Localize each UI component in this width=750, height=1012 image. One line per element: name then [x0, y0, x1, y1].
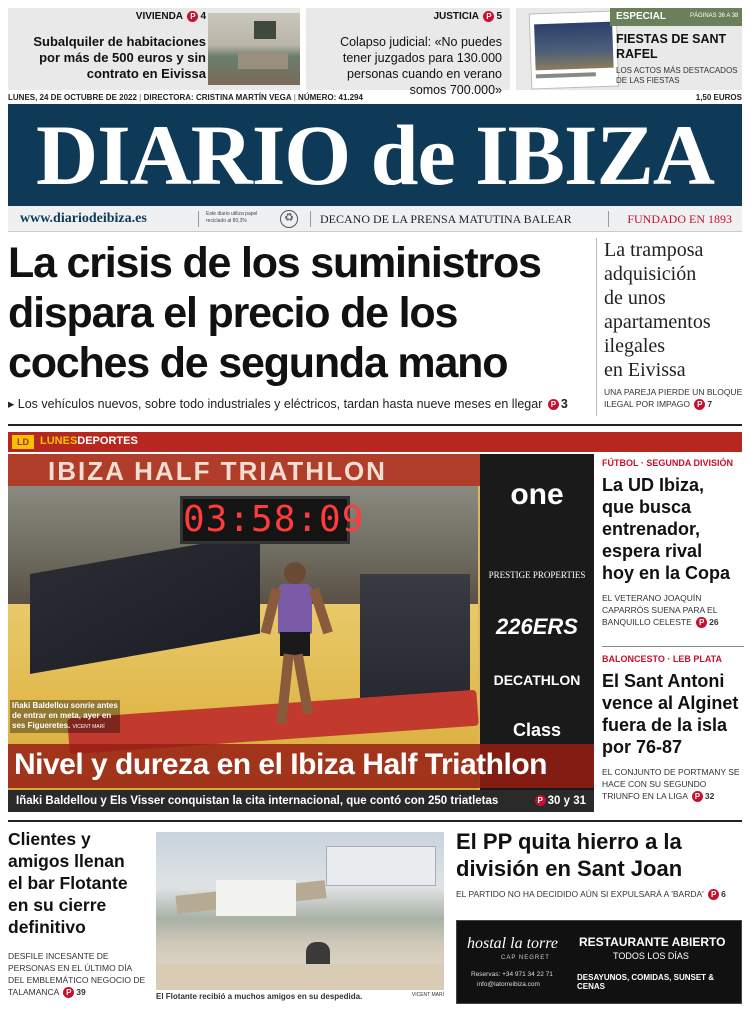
event-banner: IBIZA HALF TRIATHLON [48, 456, 387, 486]
issue-number: NÚMERO: 41.294 [298, 93, 363, 102]
especial-label: ESPECIAL [616, 11, 667, 22]
ld-logo: LD [12, 435, 34, 449]
teaser-text: Colapso judicial: «No puedes tener juzgados para 130.000 personas cuando en verano somos 700.000» [340, 35, 502, 97]
teaser-vivienda[interactable] [8, 8, 300, 90]
price: 1,50 EUROS [695, 93, 742, 102]
teaser-justicia[interactable] [306, 8, 510, 97]
site-url[interactable]: www.diariodeibiza.es [20, 211, 147, 226]
sport-side-sub: EL VETERANO JOAQUÍN CAPARRÓS SUENA PARA EL BANQUILLO CELESTE P 26 [602, 593, 719, 628]
column-divider [596, 238, 597, 416]
sport-side-sub: EL CONJUNTO DE PORTMANY SE HACE CON SU SEGUNDO TRIUNFO EN LA LIGA P 32 [602, 767, 740, 802]
sport-side-story[interactable] [602, 654, 744, 802]
sport-kicker: BALONCESTO · LEB PLATA [602, 654, 722, 664]
triathlon-photo[interactable] [8, 454, 594, 790]
pp-story[interactable] [456, 828, 744, 918]
date: LUNES, 24 DE OCTUBRE DE 2022 [8, 93, 137, 102]
horizontal-rule [8, 820, 742, 822]
pp-sub: EL PARTIDO NO HA DECIDIDO AÚN SI EXPULSARÁ A 'BARDA' P 6 [456, 889, 726, 900]
especial-thumbnail [529, 10, 620, 89]
ad-title-sub: TODOS LOS DÍAS [613, 951, 689, 961]
advert[interactable] [456, 920, 742, 1004]
director: DIRECTORA: CRISTINA MARTÍN VEGA [143, 93, 292, 102]
masthead-title: DIARIO de IBIZA [36, 107, 714, 203]
ad-footer: DESAYUNOS, COMIDAS, SUNSET & CENAS [577, 973, 715, 991]
lead-story[interactable] [8, 238, 592, 418]
masthead[interactable] [8, 104, 742, 206]
decano-tagline: DECANO DE LA PRENSA MATUTINA BALEAR [320, 212, 572, 226]
dateline: LUNES, 24 DE OCTUBRE DE 2022 | DIRECTORA: CRISTINA MARTÍN VEGA | NÚMERO: 41.294 1,50 EUROS [8, 93, 742, 102]
sponsor-class: Class [512, 720, 562, 740]
horizontal-rule [8, 424, 742, 426]
especial-sub: LOS ACTOS MÁS DESTACADOS DE LAS FIESTAS [616, 66, 738, 85]
recycle-icon: ♻ [280, 210, 298, 228]
lead-headline: La crisis de los suministros dispara el precio de los coches de segunda mano [8, 239, 541, 387]
flotante-caption: El Flotante recibió a muchos amigos en su despedida. VICENT MARÍ [156, 992, 444, 1001]
teaser-text: Subalquiler de habitaciones por más de 500 euros y sin contrato en Eivissa [33, 34, 206, 81]
sports-label: LUNESDEPORTES [40, 435, 138, 447]
sport-side-headline: La UD Ibiza, que busca entrenador, espera rival hoy en la Copa [602, 475, 731, 583]
race-clock: 03:58:09 [180, 496, 350, 544]
sport-side-headline: El Sant Antoni vence al Alginet fuera de la isla por 76-87 [602, 671, 739, 757]
runner-figure [266, 562, 330, 742]
bullet-icon: ▸ [8, 397, 15, 411]
sponsor-panel [480, 454, 594, 790]
sport-side-story[interactable] [602, 458, 744, 628]
especial-title: FIESTAS DE SANT RAFEL [616, 32, 727, 61]
flotante-headline: Clientes y amigos llenan el bar Flotante en su cierre definitivo [8, 829, 128, 937]
teaser-label: VIVIENDA P 4 [135, 11, 206, 22]
sports-band [8, 432, 742, 452]
ad-email: info@latorreibiza.com [477, 981, 540, 988]
sport-headline: Nivel y dureza en el Ibiza Half Triathlon [14, 748, 547, 781]
flotante-story[interactable] [8, 828, 150, 1004]
photo-caption: Iñaki Baldellou sonríe antes de entrar en meta, ayer en ses Figueretes. VICENT MARÍ [10, 700, 120, 733]
sponsor-decathlon: DECATHLON [493, 672, 581, 688]
ad-title: RESTAURANTE ABIERTO [579, 935, 726, 949]
sport-sub: Iñaki Baldellou y Els Visser conquistan la cita internacional, que contó con 250 triatletas P 30 y 31 [8, 790, 594, 812]
sponsor-226ers: 226ERS [496, 614, 578, 639]
teaser-especial[interactable] [516, 8, 742, 90]
flotante-photo[interactable] [156, 832, 444, 990]
subline [8, 206, 742, 232]
especial-pages: PÁGINAS 36 A 38 [690, 13, 739, 19]
founded: FUNDADO EN 1893 [627, 212, 732, 226]
teaser-photo [208, 13, 300, 85]
sport-headline-bar [8, 744, 594, 788]
teaser-label: JUSTICIA P 5 [433, 11, 502, 22]
side-headline: La tramposa adquisición de unos apartamentos ilegales en Eivissa [604, 239, 711, 381]
side-sub: UNA PAREJA PIERDE UN BLOQUE ILEGAL POR IMPAGO P 7 [604, 387, 743, 410]
sport-side-column [602, 458, 744, 814]
flotante-sub: DESFILE INCESANTE DE PERSONAS EN EL ÚLTIMO DÍA DEL EMBLEMÁTICO NEGOCIO DE TALAMANCA P 39 [8, 951, 146, 998]
lead-sub: ▸ Los vehículos nuevos, sobre todo industriales y eléctricos, tardan hasta nueve meses en llegar P 3 [8, 397, 568, 411]
pp-headline: El PP quita hierro a la división en Sant Joan [456, 829, 683, 881]
recycle-note: Este diario utiliza papel reciclado al 80,3% [206, 211, 258, 224]
ad-brand-sub: CAP NEGRET [501, 955, 550, 961]
sport-kicker: FÚTBOL · SEGUNDA DIVISIÓN [602, 458, 734, 468]
sponsor-prestige: PRESTIGE PROPERTIES [488, 570, 586, 580]
ad-phone: Reservas: +34 971 34 22 71 [471, 971, 553, 978]
ad-brand: hostal la torre [467, 935, 558, 952]
sponsor-one: one [510, 478, 564, 511]
side-story[interactable] [604, 238, 744, 418]
